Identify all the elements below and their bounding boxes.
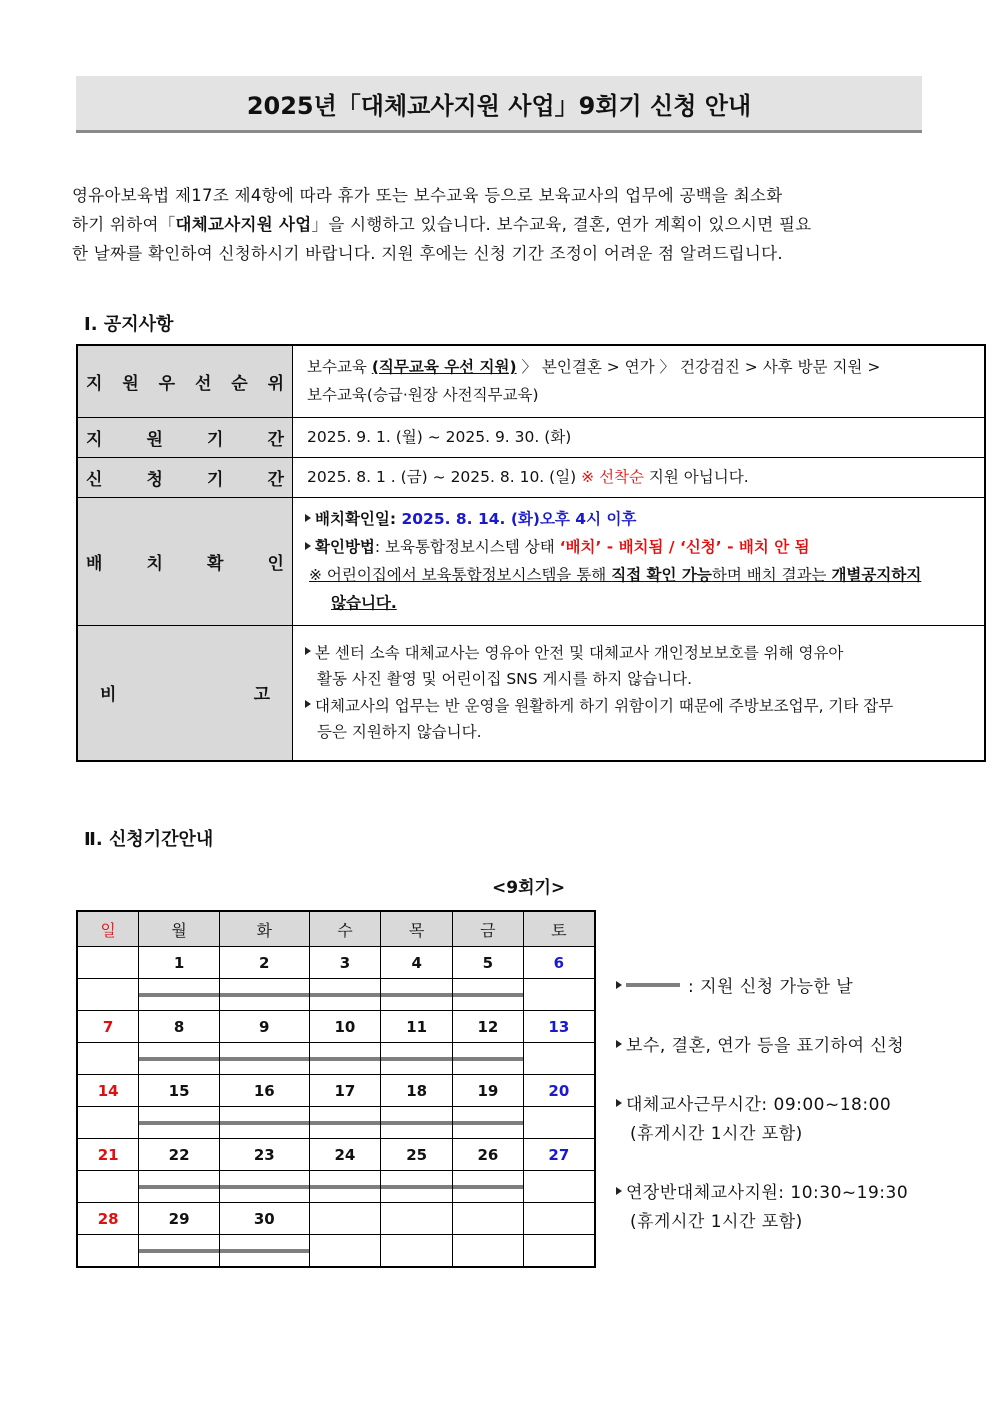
calendar-day: 12 [453, 1011, 524, 1043]
available-day-line [381, 1057, 452, 1061]
calendar-day: 23 [219, 1139, 309, 1171]
weekday-header: 토 [523, 911, 595, 947]
calendar-mark-cell[interactable] [77, 1107, 139, 1139]
placement-note-emphasis: 직접 확인 가능 [611, 566, 712, 584]
apply-period-note-tail: 지원 아닙니다. [644, 468, 749, 486]
calendar-day: 1 [139, 947, 220, 979]
calendar-day: 11 [381, 1011, 453, 1043]
available-day-line [381, 1185, 452, 1189]
legend-text: 대체교사근무시간: 09:00~18:00 [626, 1095, 892, 1115]
weekday-header: 월 [139, 911, 220, 947]
calendar-day: 10 [309, 1011, 381, 1043]
label-priority [77, 345, 293, 417]
legend-work-hours [616, 1091, 891, 1149]
priority-text: 〉 본인결혼 > 연가 〉 건강검진 > 사후 방문 지원 > [516, 358, 881, 377]
calendar-date-row [77, 947, 595, 979]
calendar-mark-cell[interactable] [309, 1043, 381, 1075]
calendar-mark-cell[interactable] [453, 1235, 524, 1268]
placement-note: ※ 어린이집에서 보육통합정보시스템을 통해 [309, 566, 612, 584]
available-day-line [381, 1121, 452, 1125]
legend-available [616, 972, 853, 997]
priority-emphasis: (직무교육 우선 지원) [371, 358, 517, 377]
calendar-day: 9 [219, 1011, 309, 1043]
calendar-mark-cell[interactable] [77, 1043, 139, 1075]
calendar-day: 20 [523, 1075, 595, 1107]
weekday-header: 화 [219, 911, 309, 947]
remark-1: 본 센터 소속 대체교사는 영유아 안전 및 대체교사 개인정보보호를 위해 영유아 [315, 643, 844, 662]
method-label: 확인방법 [315, 538, 375, 556]
label-char: 신 [86, 469, 103, 490]
weekday-header: 수 [309, 911, 381, 947]
label-char: 청 [146, 469, 163, 490]
document-title-box [76, 76, 922, 133]
calendar-day: 7 [77, 1011, 139, 1043]
calendar-mark-cell[interactable] [453, 1107, 524, 1139]
calendar-mark-row [77, 1107, 595, 1139]
bullet-icon [616, 1040, 622, 1048]
calendar-mark-cell[interactable] [453, 1171, 524, 1203]
value-apply-period [293, 457, 986, 497]
priority-text-line-2: 보수교육(승급·원장 사전직무교육) [307, 386, 539, 405]
calendar-day: 22 [139, 1139, 220, 1171]
legend-extended-hours [616, 1179, 908, 1237]
label-char: 지 [86, 429, 103, 450]
calendar-day: 18 [381, 1075, 453, 1107]
calendar-empty-cell [381, 1203, 453, 1235]
calendar-empty-cell [523, 1203, 595, 1235]
available-day-line [220, 1249, 309, 1253]
calendar-mark-cell[interactable] [381, 1043, 453, 1075]
calendar-date-row [77, 1203, 595, 1235]
calendar-day: 19 [453, 1075, 524, 1107]
intro-line-3: 한 날짜를 확인하여 신청하시기 바랍니다. 지원 후에는 신청 기간 조정이 어려운 점 알려드립니다. [72, 244, 783, 263]
calendar-day: 21 [77, 1139, 139, 1171]
available-day-line [453, 1057, 523, 1061]
section-1-heading: Ⅰ. 공지사항 [84, 314, 174, 335]
row-support-period [77, 417, 985, 457]
calendar-day: 16 [219, 1075, 309, 1107]
calendar-day: 6 [523, 947, 595, 979]
calendar-table [76, 910, 596, 1268]
remark-2: 대체교사의 업무는 반 운영을 원활하게 하기 위함이기 때문에 주방보조업무, 기타 잡무 [315, 696, 894, 715]
calendar-day: 17 [309, 1075, 381, 1107]
calendar-day: 14 [77, 1075, 139, 1107]
calendar-mark-cell[interactable] [381, 979, 453, 1011]
calendar-mark-cell[interactable] [77, 1235, 139, 1268]
bullet-icon [616, 981, 622, 989]
label-char: 비 [100, 685, 117, 706]
calendar-day: 27 [523, 1139, 595, 1171]
calendar-mark-cell[interactable] [139, 1107, 220, 1139]
placement-note-end: 않습니다. [331, 594, 397, 612]
calendar-day: 13 [523, 1011, 595, 1043]
calendar-mark-cell[interactable] [453, 1043, 524, 1075]
label-char: 위 [267, 373, 284, 394]
label-char: 지 [86, 373, 103, 394]
legend-subtext: (휴게시간 1시간 포함) [630, 1212, 803, 1232]
calendar-mark-cell[interactable] [523, 1043, 595, 1075]
calendar-day: 25 [381, 1139, 453, 1171]
label-placement [77, 497, 293, 625]
calendar-mark-cell[interactable] [523, 979, 595, 1011]
value-support-period: 2025. 9. 1. (월) ~ 2025. 9. 30. (화) [293, 417, 986, 457]
calendar-mark-cell[interactable] [453, 979, 524, 1011]
calendar-mark-cell[interactable] [139, 1235, 220, 1268]
label-char: 원 [146, 429, 163, 450]
weekday-header: 목 [381, 911, 453, 947]
intro-line-2 [72, 210, 932, 239]
first-come-note: ※ 선착순 [581, 468, 644, 486]
apply-period-dates: 2025. 8. 1 . (금) ~ 2025. 8. 10. (일) [307, 468, 582, 486]
calendar-mark-cell[interactable] [219, 979, 309, 1011]
label-char: 간 [267, 429, 284, 450]
legend-mark [616, 1031, 904, 1056]
label-char: 선 [194, 373, 212, 394]
weekday-header: 금 [453, 911, 524, 947]
label-char: 배 [86, 553, 103, 574]
round-label: <9회기> [492, 878, 566, 898]
calendar-day: 2 [219, 947, 309, 979]
calendar-day: 29 [139, 1203, 220, 1235]
bullet-icon [305, 514, 311, 522]
placement-note-emphasis: 개별공지하지 [831, 566, 922, 584]
available-day-line [310, 1057, 381, 1061]
priority-text: 보수교육 [307, 358, 372, 377]
legend-text: 연장반대체교사지원: 10:30~19:30 [626, 1183, 909, 1203]
calendar-mark-cell[interactable] [139, 1171, 220, 1203]
intro-paragraph [72, 181, 932, 268]
available-day-line [381, 993, 452, 997]
calendar-mark-cell[interactable] [77, 979, 139, 1011]
available-day-line [220, 993, 309, 997]
row-placement [77, 497, 985, 625]
calendar-mark-cell[interactable] [381, 1107, 453, 1139]
placement-date-label: 배치확인일: [315, 510, 397, 528]
weekday-header-row [77, 911, 595, 947]
calendar-mark-cell[interactable] [219, 1235, 309, 1268]
available-day-line [453, 1121, 523, 1125]
label-char: 기 [207, 429, 224, 450]
bullet-icon [616, 1099, 622, 1107]
calendar-day: 4 [381, 947, 453, 979]
placement-note: 하며 배치 결과는 [711, 566, 832, 584]
remark-1-cont: 활동 사진 촬영 및 어린이집 SNS 게시를 하지 않습니다. [317, 670, 693, 689]
section-2-heading: Ⅱ. 신청기간안내 [84, 829, 214, 850]
calendar-empty-cell [309, 1203, 381, 1235]
legend-subtext: (휴게시간 1시간 포함) [630, 1124, 803, 1144]
intro-line-1: 영유아보육법 제17조 제4항에 따라 휴가 또는 보수교육 등으로 보육교사의 업무에 공백을 최소화 [72, 186, 783, 205]
calendar-mark-cell[interactable] [309, 1235, 381, 1268]
placement-date-value: 2025. 8. 14. (화)오후 4시 이후 [396, 510, 637, 528]
calendar-day: 28 [77, 1203, 139, 1235]
available-day-line [139, 1057, 219, 1061]
calendar-day: 3 [309, 947, 381, 979]
label-char: 간 [267, 469, 284, 490]
intro-text: 」을 시행하고 있습니다. 보수교육, 결혼, 연가 계획이 있으시면 필요 [311, 215, 812, 234]
calendar-day: 26 [453, 1139, 524, 1171]
notice-table [76, 344, 986, 762]
calendar-mark-cell[interactable] [309, 1171, 381, 1203]
row-priority [77, 345, 985, 417]
calendar-mark-cell[interactable] [139, 979, 220, 1011]
legend-text: : 지원 신청 가능한 날 [688, 977, 854, 997]
label-char: 기 [207, 469, 224, 490]
calendar-mark-row [77, 1235, 595, 1268]
calendar-mark-cell[interactable] [219, 1043, 309, 1075]
method-status: ‘배치’ - 배치됨 / ‘신청’ - 배치 안 됨 [559, 538, 810, 556]
available-day-line [139, 1185, 219, 1189]
available-day-line [310, 1121, 381, 1125]
calendar-mark-row [77, 979, 595, 1011]
label-apply-period [77, 457, 293, 497]
available-line-swatch [626, 983, 680, 987]
calendar-mark-cell[interactable] [523, 1235, 595, 1268]
label-char: 순 [231, 373, 248, 394]
calendar-day: 8 [139, 1011, 220, 1043]
value-remarks [293, 625, 986, 761]
calendar-empty-cell [77, 947, 139, 979]
calendar-mark-row [77, 1171, 595, 1203]
calendar-day: 30 [219, 1203, 309, 1235]
calendar-mark-cell[interactable] [309, 1107, 381, 1139]
intro-text: 하기 위하여「 [72, 215, 176, 234]
calendar-mark-cell[interactable] [381, 1171, 453, 1203]
value-placement [293, 497, 986, 625]
calendar-mark-cell[interactable] [309, 979, 381, 1011]
calendar-date-row [77, 1075, 595, 1107]
label-char: 고 [253, 685, 270, 706]
label-support-period [77, 417, 293, 457]
available-day-line [139, 1249, 219, 1253]
available-day-line [453, 993, 523, 997]
available-day-line [220, 1057, 309, 1061]
label-remarks [77, 625, 293, 761]
calendar-day: 5 [453, 947, 524, 979]
label-char: 확 [207, 553, 224, 574]
bullet-icon [616, 1187, 622, 1195]
calendar-mark-cell[interactable] [219, 1107, 309, 1139]
calendar-mark-cell[interactable] [381, 1235, 453, 1268]
method-text: : 보육통합정보시스템 상태 [374, 538, 560, 556]
available-day-line [220, 1121, 309, 1125]
label-char: 인 [267, 553, 284, 574]
calendar-mark-cell[interactable] [219, 1171, 309, 1203]
bullet-icon [305, 542, 311, 550]
bullet-icon [305, 647, 311, 655]
label-char: 원 [122, 373, 139, 394]
calendar-date-row [77, 1139, 595, 1171]
calendar-mark-cell[interactable] [77, 1171, 139, 1203]
calendar-mark-cell[interactable] [523, 1171, 595, 1203]
available-day-line [220, 1185, 309, 1189]
calendar-day: 24 [309, 1139, 381, 1171]
calendar-date-row [77, 1011, 595, 1043]
bullet-icon [305, 700, 311, 708]
available-day-line [310, 1185, 381, 1189]
available-day-line [139, 993, 219, 997]
calendar-mark-row [77, 1043, 595, 1075]
label-char: 우 [158, 373, 176, 394]
available-day-line [310, 993, 381, 997]
calendar-day: 15 [139, 1075, 220, 1107]
available-day-line [139, 1121, 219, 1125]
remark-2-cont: 등은 지원하지 않습니다. [317, 723, 482, 742]
weekday-header: 일 [77, 911, 139, 947]
calendar-empty-cell [453, 1203, 524, 1235]
row-apply-period [77, 457, 985, 497]
program-name: 대체교사지원 사업 [175, 215, 312, 234]
row-remarks [77, 625, 985, 761]
calendar-mark-cell[interactable] [139, 1043, 220, 1075]
available-day-line [453, 1185, 523, 1189]
label-char: 치 [146, 553, 163, 574]
calendar-mark-cell[interactable] [523, 1107, 595, 1139]
legend-text: 보수, 결혼, 연가 등을 표기하여 신청 [626, 1036, 905, 1056]
value-priority [293, 345, 986, 417]
document-title: 2025년「대체교사지원 사업」9회기 신청 안내 [246, 91, 752, 120]
